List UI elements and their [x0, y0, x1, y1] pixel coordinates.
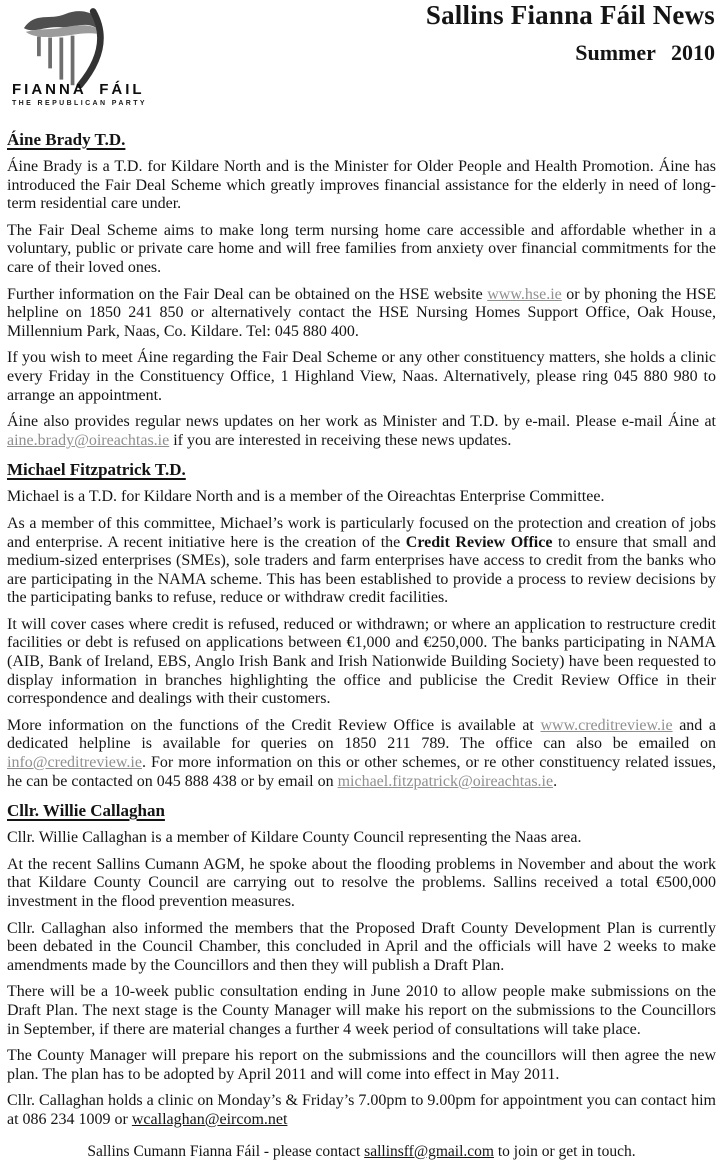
text-run: . [553, 772, 558, 790]
text-run: Cllr. Callaghan also informed the members that the Proposed Draft County Development Plan is currently been debated in the Council Chamber, this concluded in April and the officials will have 2 weeks to make amendments made by the Councillors and then they will publish a Draft Plan. [7, 919, 716, 974]
section-heading-ine-brady-t-d: Áine Brady T.D. [7, 130, 126, 149]
text-run: to join or get in touch. [493, 1143, 636, 1160]
paragraph [7, 920, 716, 976]
text-run: At the recent Sallins Cumann AGM, he spoke about the flooding problems in November and about the work that Kildare County Council are carrying out to resolve the problems. Sallins received a total €500,000 investment in the flood prevention measures. [7, 855, 716, 910]
link-www-creditreview-ie[interactable]: www.creditreview.ie [540, 716, 673, 734]
fianna-fail-logo [12, 2, 147, 107]
newsletter-body [0, 130, 723, 1130]
text-run: Áine Brady is a T.D. for Kildare North and is the Minister for Older People and Health Promotion. Áine has introduced the Fair Deal Scheme which greatly improves financial assistance for the elderly in need of long-term residential care under. [7, 158, 716, 213]
link-sallinsff-gmail-com[interactable]: sallinsff@gmail.com [364, 1143, 494, 1160]
text-run: It will cover cases where credit is refused, reduced or withdrawn; or where an application to restructure credit facilities or debt is refused on applications between €1,000 and €250,000. The banks participating in NAMA (AIB, Bank of Ireland, EBS, Anglo Irish Bank and Irish Nationwide Building Society) have been requested to display information in branches highlighting the office and publicise the Credit Review Office in their correspondence and dealings with their customers. [7, 615, 716, 708]
text-run: Cllr. Callaghan holds a clinic on Monday’s & Friday’s 7.00pm to 9.00pm for appointment you can contact him at 086 234 1009 or [7, 1092, 716, 1128]
paragraph [7, 717, 716, 791]
paragraph [7, 488, 716, 507]
text-run: Cllr. Willie Callaghan is a member of Kildare County Council representing the Naas area. [7, 829, 582, 847]
link-www-hse-ie[interactable]: www.hse.ie [487, 285, 562, 303]
text-run: to ensure that small and medium-sized enterprises (SMEs), sole traders and farm enterprises have access to credit from the banks who are participating in the NAMA scheme. This has been established to provide a process to review decisions by the participating banks to refuse, reduce or withdraw credit facilities. [7, 533, 716, 607]
paragraph [7, 515, 716, 608]
link-info-creditreview-ie[interactable]: info@creditreview.ie [7, 754, 142, 772]
text-run: As a member of this committee, Michael’s work is particularly focused on the protection and creation of jobs and enterprise. A recent initiative here is the creation of the [7, 514, 716, 551]
text-run: The Fair Deal Scheme aims to make long term nursing home care accessible and affordable whether in a voluntary, public or private care home and will free families from anxiety over financial commitments for the care of their loved ones. [7, 221, 716, 276]
newsletter-title: Sallins Fianna Fáil News [425, 0, 715, 30]
paragraph [7, 616, 716, 709]
bold-text: Credit Review Office [405, 533, 553, 551]
text-run: . For more information on this or other schemes, or re other constituency related issues, he can be contacted on 045 888 438 or by email on [7, 754, 716, 790]
footer-note [0, 1143, 723, 1161]
paragraph [7, 1092, 716, 1129]
text-run: and a dedicated helpline is available for queries on 1850 211 789. The office can also be emailed on [7, 716, 716, 753]
harp-icon [14, 2, 118, 88]
paragraph [7, 413, 716, 450]
link-michael-fitzpatrick-oireachtas-ie[interactable]: michael.fitzpatrick@oireachtas.ie [337, 772, 554, 790]
text-run: if you are interested in receiving these news updates. [169, 431, 512, 449]
newsletter-issue: Summer 2010 [575, 40, 715, 65]
paragraph [7, 1047, 716, 1084]
text-run: Michael is a T.D. for Kildare North and is a member of the Oireachtas Enterprise Committee. [7, 488, 605, 506]
paragraph [7, 158, 716, 214]
link-aine-brady-oireachtas-ie[interactable]: aine.brady@oireachtas.ie [7, 431, 170, 449]
text-run: There will be a 10-week public consultation ending in June 2010 to allow people make submissions on the Draft Plan. The next stage is the County Manager will make his report on the submissions to the Councillors in September, if there are material changes a further 4 week period of consultations will take place. [7, 983, 716, 1038]
paragraph [7, 286, 716, 342]
text-run: or by phoning the HSE helpline on 1850 241 850 or alternatively contact the HSE Nursing Homes Support Office, Oak House, Millennium Park, Naas, Co. Kildare. Tel: 045 880 400. [7, 285, 717, 340]
section-heading-michael-fitzpatrick-t-d: Michael Fitzpatrick T.D. [7, 460, 186, 480]
logo-wordmark: FIANNA FÁIL [12, 81, 145, 98]
section-heading-cllr-willie-callaghan: Cllr. Willie Callaghan [7, 801, 165, 821]
logo-tagline: THE REPUBLICAN PARTY [12, 100, 147, 107]
text-run: Áine also provides regular news updates on her work as Minister and T.D. by e-mail. Please e-mail Áine at [7, 413, 716, 431]
text-run: If you wish to meet Áine regarding the Fair Deal Scheme or any other constituency matters, she holds a clinic every Friday in the Constituency Office, 1 Highland View, Naas. Alternatively, please ring 045 880 980 to arrange an appointment. [7, 349, 716, 404]
newsletter-header [0, 0, 723, 120]
paragraph [7, 983, 716, 1039]
paragraph [7, 349, 716, 405]
paragraph [7, 829, 716, 848]
text-run: More information on the functions of the Credit Review Office is available at [7, 716, 541, 734]
text-run: The County Manager will prepare his report on the submissions and the councillors will then agree the new plan. The plan has to be adopted by April 2011 and will come into effect in May 2011. [7, 1047, 716, 1083]
paragraph [7, 856, 716, 912]
text-run: Further information on the Fair Deal can be obtained on the HSE website [7, 285, 488, 303]
masthead [426, 0, 715, 66]
paragraph [7, 222, 716, 278]
link-wcallaghan-eircom-net[interactable]: wcallaghan@eircom.net [131, 1110, 288, 1128]
text-run: Sallins Cumann Fianna Fáil - please contact [87, 1143, 365, 1160]
